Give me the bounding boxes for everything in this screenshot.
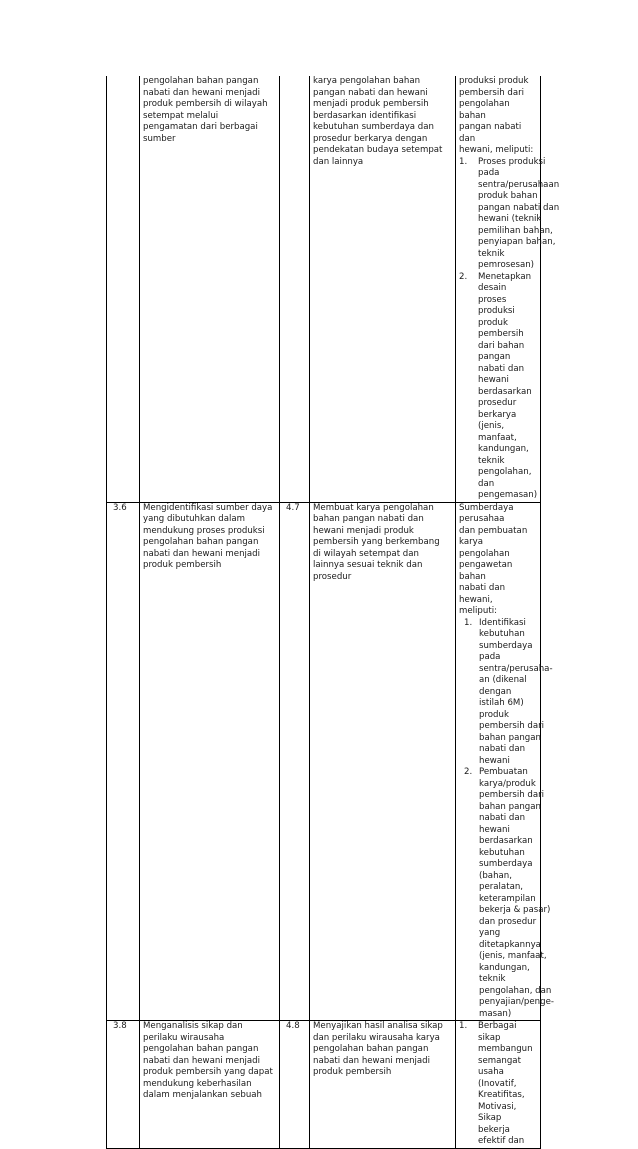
list-item bbox=[459, 1021, 538, 1148]
materi-list bbox=[459, 617, 554, 1021]
kd3-number bbox=[107, 76, 140, 502]
list-item-text: Identifikasi kebutuhan sumberdaya pada sentra/perusaha- an (dikenal dengan istilah 6M) produk pembersih dari bahan pangan nabati dan hewani bbox=[479, 617, 553, 766]
list-item-text: Berbagai sikap membangun semangat usaha (Inovatif, Kreatifitas, Motivasi, Sikap bekerja efektif dan bbox=[478, 1021, 533, 1146]
kd3-number: 3.8 bbox=[107, 1021, 140, 1149]
kd3-text-content: Menganalisis sikap dan perilaku wirausaha pengolahan bahan pangan nabati dan hewani menjadi produk pembersih yang dapat mendukung keberhasilan dalam menjalankan sebuah bbox=[143, 1021, 273, 1100]
kd4-text-content: Menyajikan hasil analisa sikap dan perilaku wirausaha karya pengolahan bahan pangan nabati dan hewani menjadi produk pembersih bbox=[313, 1021, 443, 1077]
kd4-text-content: Membuat karya pengolahan bahan pangan nabati dan hewani menjadi produk pembersih yang berkembang di wilayah setempat dan lainnya sesuai teknik dan prosedur bbox=[313, 502, 440, 582]
list-marker: 1. bbox=[459, 156, 468, 167]
materi-list bbox=[459, 156, 560, 502]
materi-cell bbox=[456, 1021, 541, 1149]
table-row bbox=[107, 502, 541, 1021]
kd4-number bbox=[280, 76, 310, 502]
list-item bbox=[459, 272, 538, 502]
document-page bbox=[106, 76, 560, 1146]
kd4-number: 4.8 bbox=[280, 1021, 310, 1149]
list-item bbox=[464, 767, 554, 1020]
list-item bbox=[464, 617, 553, 768]
list-marker: 1. bbox=[459, 1021, 468, 1031]
kd3-text bbox=[140, 502, 280, 1021]
kd3-text-content: pengolahan bahan pangan nabati dan hewani menjadi produk pembersih di wilayah setempat melalui pengamatan dari berbagai sumber bbox=[143, 76, 268, 144]
list-item bbox=[459, 156, 560, 272]
kd3-text bbox=[140, 76, 280, 502]
list-marker: 2. bbox=[459, 271, 468, 282]
kd3-number: 3.6 bbox=[107, 502, 140, 1021]
list-marker: 2. bbox=[464, 767, 473, 777]
materi-intro: Sumberdaya perusahaa dan pembuatan karya pengolahan pengawetan bahan nabati dan hewani, meliputi: bbox=[459, 502, 528, 616]
materi-intro: produksi produk pembersih dari pengolahan bahan pangan nabati dan hewani, meliputi: bbox=[459, 76, 534, 155]
table-row bbox=[107, 76, 541, 502]
materi-cell bbox=[456, 502, 554, 1021]
table-row bbox=[107, 1021, 541, 1149]
kd4-number: 4.7 bbox=[280, 502, 310, 1021]
curriculum-table bbox=[106, 76, 560, 1149]
list-marker: 1. bbox=[464, 617, 473, 628]
materi-list bbox=[459, 1021, 538, 1148]
materi-cell bbox=[456, 76, 560, 502]
kd3-text bbox=[140, 1021, 280, 1149]
kd4-text-content: karya pengolahan bahan pangan nabati dan hewani menjadi produk pembersih berdasarkan identifikasi kebutuhan sumberdaya dan prosedur berkarya dengan pendekatan budaya setempat dan lainnya bbox=[313, 76, 443, 167]
kd4-text bbox=[310, 502, 456, 1021]
list-item-text: Menetapkan desain proses produksi produk pembersih dari bahan pangan nabati dan hewani berdasarkan prosedur berkarya (jenis, manfaat, kandungan, teknik pengolahan, dan pengemasan) bbox=[478, 271, 538, 500]
list-item-text: Pembuatan karya/produk pembersih dari bahan pangan nabati dan hewani berdasarkan kebutuhan sumberdaya (bahan, peralatan, keterampilan bekerja & pasar) dan prosedur yang ditetapkannya (jenis, manfaat, kandungan, teknik pengolahan, dan penyajian/penge- masan) bbox=[479, 767, 554, 1019]
kd3-text-content: Mengidentifikasi sumber daya yang dibutuhkan dalam mendukung proses produksi pengolahan bahan pangan nabati dan hewani menjadi produk pembersih bbox=[143, 502, 273, 570]
kd4-text bbox=[310, 76, 456, 502]
list-item-text: Proses produksi pada sentra/perusahaan produk bahan pangan nabati dan hewani (teknik pemilihan bahan, penyiapan bahan, teknik pemrosesan) bbox=[478, 156, 560, 270]
kd4-text bbox=[310, 1021, 456, 1149]
